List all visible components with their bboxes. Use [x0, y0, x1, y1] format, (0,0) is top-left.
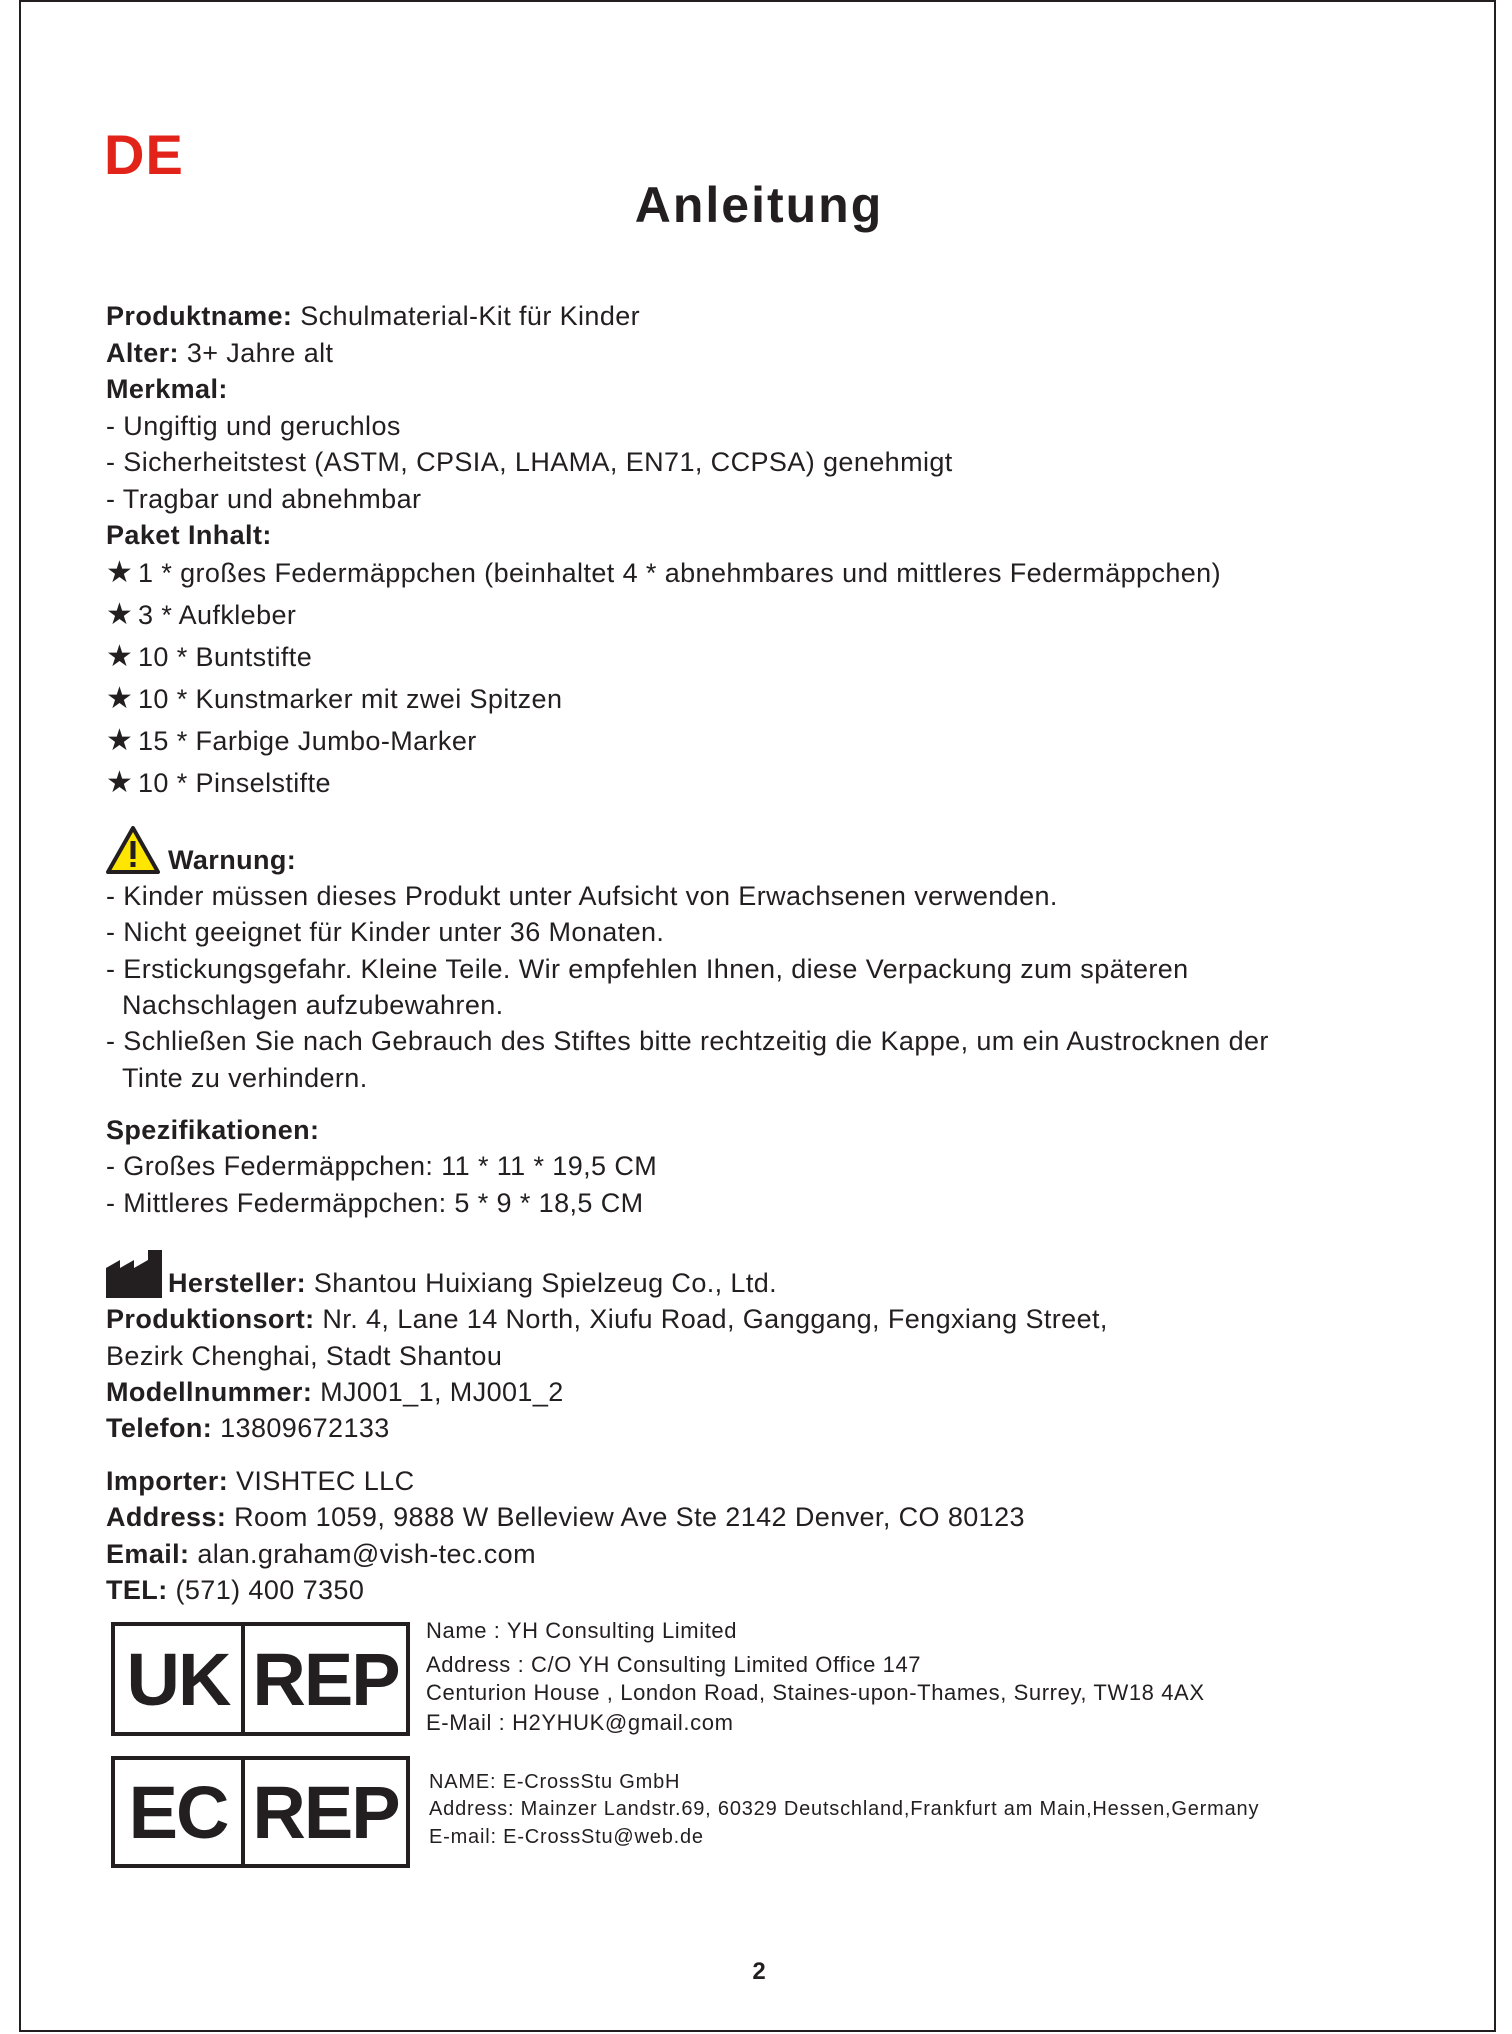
production-place-line	[106, 1301, 1108, 1337]
ec-rep-email: E-mail: E-CrossStu@web.de	[429, 1826, 704, 1848]
warning-label: Warnung:	[168, 845, 297, 875]
content-item-text: 10 * Kunstmarker mit zwei Spitzen	[138, 684, 563, 714]
product-name-line	[106, 298, 640, 334]
content-item	[106, 765, 331, 801]
content-item	[106, 597, 296, 633]
phone-line	[106, 1410, 390, 1446]
spec-item: - Großes Federmäppchen: 11 * 11 * 19,5 CM	[106, 1151, 658, 1181]
star-icon: ★	[106, 766, 134, 799]
uk-rep-badge	[111, 1622, 410, 1736]
content-item-text: 1 * großes Federmäppchen (beinhaltet 4 * abnehmbares und mittleres Federmäppchen)	[138, 558, 1221, 588]
production-place-label: Produktionsort:	[106, 1304, 315, 1334]
phone-value: 13809672133	[220, 1413, 390, 1443]
importer-line	[106, 1463, 414, 1499]
ec-rep-name: NAME: E-CrossStu GmbH	[429, 1771, 681, 1793]
factory-icon	[106, 1250, 162, 1298]
content-item	[106, 555, 1221, 591]
contents-label: Paket Inhalt:	[106, 520, 272, 550]
star-icon: ★	[106, 682, 134, 715]
features-label: Merkmal:	[106, 374, 228, 404]
warning-triangle-icon	[106, 826, 160, 874]
importer-address-line	[106, 1499, 1025, 1535]
phone-label: Telefon:	[106, 1413, 213, 1443]
feature-item: - Ungiftig und geruchlos	[106, 411, 401, 441]
production-place-value: Nr. 4, Lane 14 North, Xiufu Road, Ganggang, Fengxiang Street,	[322, 1304, 1108, 1334]
model-line	[106, 1374, 564, 1410]
uk-rep-address-1: Address : C/O YH Consulting Limited Office 147	[426, 1652, 922, 1677]
product-name-label: Produktname:	[106, 301, 293, 331]
manufacturer-line	[168, 1265, 777, 1301]
features-heading	[106, 371, 228, 407]
uk-rep-address-2: Centurion House , London Road, Staines-upon-Thames, Surrey, TW18 4AX	[426, 1680, 1205, 1705]
model-value: MJ001_1, MJ001_2	[320, 1377, 564, 1407]
uk-rep-name: Name : YH Consulting Limited	[426, 1618, 738, 1643]
age-line	[106, 335, 333, 371]
importer-email-label: Email:	[106, 1539, 190, 1569]
importer-email-value: alan.graham@vish-tec.com	[197, 1539, 536, 1569]
age-label: Alter:	[106, 338, 179, 368]
feature-item: - Sicherheitstest (ASTM, CPSIA, LHAMA, EN71, CCPSA) genehmigt	[106, 447, 953, 477]
language-code: DE	[104, 123, 184, 186]
ec-rep-address: Address: Mainzer Landstr.69, 60329 Deutschland,Frankfurt am Main,Hessen,Germany	[429, 1798, 1260, 1820]
manufacturer-value: Shantou Huixiang Spielzeug Co., Ltd.	[313, 1268, 778, 1298]
content-item	[106, 681, 562, 717]
star-icon: ★	[106, 556, 134, 589]
uk-rep-badge-right: REP	[252, 1637, 399, 1721]
product-name-value: Schulmaterial-Kit für Kinder	[300, 301, 641, 331]
ec-rep-badge-right: REP	[252, 1770, 399, 1854]
importer-address-value: Room 1059, 9888 W Belleview Ave Ste 2142 Denver, CO 80123	[234, 1502, 1025, 1532]
importer-label: Importer:	[106, 1466, 229, 1496]
content-item	[106, 639, 312, 675]
warning-item: - Kinder müssen dieses Produkt unter Aufsicht von Erwachsenen verwenden.	[106, 881, 1058, 911]
page-title: Anleitung	[634, 177, 884, 233]
content-item-text: 15 * Farbige Jumbo-Marker	[138, 726, 477, 756]
specs-label: Spezifikationen:	[106, 1115, 320, 1145]
uk-rep-badge-left: UK	[115, 1626, 245, 1732]
model-label: Modellnummer:	[106, 1377, 313, 1407]
warning-item: - Nicht geeignet für Kinder unter 36 Monaten.	[106, 917, 665, 947]
importer-tel-label: TEL:	[106, 1575, 168, 1605]
warning-heading	[168, 842, 296, 878]
importer-tel-line	[106, 1572, 364, 1608]
content-item	[106, 723, 477, 759]
warning-item: Nachschlagen aufzubewahren.	[122, 990, 504, 1020]
feature-item: - Tragbar und abnehmbar	[106, 484, 422, 514]
production-place-line-2: Bezirk Chenghai, Stadt Shantou	[106, 1341, 503, 1371]
star-icon: ★	[106, 724, 134, 757]
warning-item: - Schließen Sie nach Gebrauch des Stiftes bitte rechtzeitig die Kappe, um ein Austrocknen der	[106, 1026, 1269, 1056]
importer-value: VISHTEC LLC	[236, 1466, 415, 1496]
warning-item: - Erstickungsgefahr. Kleine Teile. Wir empfehlen Ihnen, diese Verpackung zum späteren	[106, 954, 1189, 984]
spec-item: - Mittleres Federmäppchen: 5 * 9 * 18,5 CM	[106, 1188, 644, 1218]
ec-rep-badge-left: EC	[115, 1760, 245, 1864]
ec-rep-badge	[111, 1756, 410, 1868]
star-icon: ★	[106, 640, 134, 673]
content-item-text: 10 * Buntstifte	[138, 642, 313, 672]
content-item-text: 3 * Aufkleber	[138, 600, 297, 630]
specs-heading	[106, 1112, 319, 1148]
age-value: 3+ Jahre alt	[186, 338, 334, 368]
importer-address-label: Address:	[106, 1502, 227, 1532]
warning-item: Tinte zu verhindern.	[122, 1063, 368, 1093]
contents-heading	[106, 517, 272, 553]
star-icon: ★	[106, 598, 134, 631]
importer-tel-value: (571) 400 7350	[175, 1575, 365, 1605]
page-number: 2	[752, 1958, 766, 1985]
content-item-text: 10 * Pinselstifte	[138, 768, 331, 798]
uk-rep-email: E-Mail : H2YHUK@gmail.com	[426, 1710, 734, 1735]
importer-email-line	[106, 1536, 536, 1572]
manufacturer-label: Hersteller:	[168, 1268, 306, 1298]
